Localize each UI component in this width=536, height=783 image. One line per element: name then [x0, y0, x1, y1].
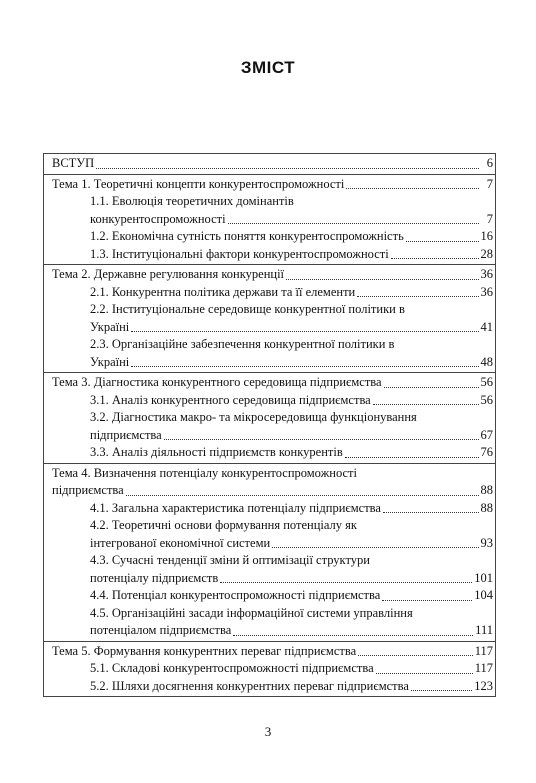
toc-entry-subsection[interactable]: [52, 444, 493, 462]
toc-entry-label: потенціалом підприємства: [90, 623, 232, 637]
toc-entry-label: Тема 3. Діагностика конкурентного середовища підприємства: [52, 375, 382, 389]
toc-entry-label: підприємства: [90, 427, 162, 442]
toc-entry-label: 1.2. Економічна сутність поняття конкурентоспроможність: [90, 229, 404, 243]
toc-entry-topic[interactable]: [52, 643, 493, 661]
toc-entry-subsection[interactable]: [52, 517, 493, 535]
toc-entry-page: 6: [486, 156, 493, 170]
toc-entry-page: 117: [474, 661, 493, 675]
page-number: 3: [264, 724, 272, 739]
toc-entry-subsection[interactable]: [52, 392, 493, 410]
toc-entry-subsection-continuation[interactable]: [52, 211, 493, 229]
toc-entry-label: 5.2. Шляхи досягнення конкурентних переваг підприємства: [90, 678, 409, 693]
dot-leader: [406, 241, 479, 242]
toc-entry-subsection-continuation[interactable]: [52, 570, 493, 588]
toc-entry-subsection-continuation[interactable]: [52, 319, 493, 337]
dot-leader: [220, 582, 472, 583]
toc-entry-label: Україні: [90, 354, 130, 369]
toc-entry-subsection[interactable]: [52, 193, 493, 211]
toc-entry-label: 2.3. Організаційне забезпечення конкурентної політики в: [90, 337, 395, 351]
toc-entry-subsection[interactable]: [52, 246, 493, 264]
toc-entry-subsection[interactable]: [52, 500, 493, 518]
toc-entry-subsection[interactable]: [52, 605, 493, 623]
toc-entry-topic[interactable]: [52, 374, 493, 392]
toc-entry-page: 88: [480, 483, 493, 497]
dot-leader: [376, 673, 473, 674]
dot-leader: [373, 404, 479, 405]
toc-entry-page: 28: [480, 246, 493, 261]
toc-entry-subsection-continuation[interactable]: [52, 535, 493, 553]
toc-entry-label: 1.3. Інституціональні фактори конкурентоспроможності: [90, 246, 389, 261]
toc-entry-subsection[interactable]: [52, 409, 493, 427]
dot-leader: [164, 439, 479, 440]
toc-intro-block: [44, 154, 495, 175]
dot-leader: [286, 279, 478, 280]
dot-leader: [345, 457, 479, 458]
table-of-contents: [43, 153, 496, 697]
toc-entry-topic[interactable]: [52, 465, 493, 483]
toc-entry-label: ВСТУП: [52, 156, 95, 170]
toc-entry-subsection[interactable]: [52, 228, 493, 246]
toc-entry-label: 5.1. Складові конкурентоспроможності підприємства: [90, 661, 374, 675]
dot-leader: [272, 547, 478, 548]
toc-topic-block: [44, 373, 495, 464]
dot-leader: [391, 258, 479, 259]
toc-entry-page: 56: [480, 392, 493, 407]
toc-entry-label: 3.2. Діагностика макро- та мікросередовища функціонування: [90, 410, 417, 424]
toc-entry-subsection[interactable]: [52, 552, 493, 570]
toc-entry-subsection[interactable]: [52, 284, 493, 302]
dot-leader: [411, 690, 472, 691]
page-title: ЗМІСТ: [240, 58, 296, 77]
dot-leader: [346, 188, 479, 189]
dot-leader: [383, 512, 479, 513]
dot-leader: [382, 600, 472, 601]
toc-entry-subsection-continuation[interactable]: [52, 354, 493, 372]
toc-entry-page: 7: [486, 176, 493, 191]
toc-entry-label: конкурентоспроможності: [90, 211, 226, 226]
toc-entry-label: 1.1. Еволюція теоретичних домінантів: [90, 194, 294, 208]
toc-entry-page: 117: [474, 643, 493, 658]
toc-entry-page: 76: [480, 445, 493, 459]
toc-entry-label: 4.5. Організаційні засади інформаційної системи управління: [90, 605, 413, 620]
toc-entry-subsection[interactable]: [52, 336, 493, 354]
toc-entry-page: 56: [480, 375, 493, 389]
toc-entry-label: Україні: [90, 319, 130, 334]
dot-leader: [358, 655, 473, 656]
toc-entry-page: 93: [480, 535, 493, 550]
toc-topic-block: [44, 265, 495, 373]
toc-entry-subsection-continuation[interactable]: [52, 622, 493, 640]
toc-topic-block: [44, 175, 495, 266]
toc-entry-label: підприємства: [52, 483, 124, 497]
toc-entry-label: 4.3. Сучасні тенденції зміни й оптимізації структури: [90, 553, 370, 567]
toc-entry-label: 2.1. Конкурентна політика держави та її елементи: [90, 284, 356, 299]
toc-entry-label: інтегрованої економічної системи: [90, 535, 271, 550]
toc-topic-block: [44, 464, 495, 642]
toc-entry-topic[interactable]: [52, 176, 493, 194]
toc-entry-page: 88: [480, 500, 493, 515]
toc-entry-subsection-continuation[interactable]: [52, 427, 493, 445]
toc-entry-topic-continuation[interactable]: [52, 482, 493, 500]
toc-entry-intro[interactable]: [52, 155, 493, 173]
dot-leader: [233, 635, 473, 636]
toc-entry-label: Тема 4. Визначення потенціалу конкурентоспроможності: [52, 465, 357, 480]
toc-entry-page: 36: [480, 267, 493, 281]
toc-entry-subsection[interactable]: [52, 301, 493, 319]
toc-entry-topic[interactable]: [52, 266, 493, 284]
toc-entry-page: 123: [474, 678, 493, 693]
toc-entry-label: 3.1. Аналіз конкурентного середовища підприємства: [90, 392, 371, 407]
toc-entry-subsection[interactable]: [52, 587, 493, 605]
dot-leader: [384, 387, 479, 388]
dot-leader: [126, 495, 479, 496]
toc-entry-page: 111: [475, 623, 493, 637]
toc-entry-subsection[interactable]: [52, 678, 493, 696]
toc-entry-page: 101: [474, 570, 493, 585]
toc-entry-page: 48: [480, 354, 493, 369]
toc-entry-label: 4.1. Загальна характеристика потенціалу підприємства: [90, 500, 381, 515]
toc-entry-label: Тема 1. Теоретичні концепти конкурентоспроможності: [52, 176, 345, 191]
toc-topic-block: [44, 642, 495, 698]
toc-entry-label: Тема 5. Формування конкурентних переваг підприємства: [52, 643, 357, 658]
dot-leader: [131, 366, 478, 367]
toc-entry-page: 41: [480, 319, 493, 334]
toc-entry-label: 4.4. Потенціал конкурентоспроможності підприємства: [90, 588, 381, 602]
toc-entry-subsection[interactable]: [52, 660, 493, 678]
dot-leader: [131, 331, 478, 332]
toc-entry-page: 16: [480, 229, 493, 243]
toc-entry-label: 2.2. Інституціональне середовище конкурентної політики в: [90, 302, 405, 316]
dot-leader: [357, 296, 478, 297]
dot-leader: [228, 223, 479, 224]
toc-entry-page: 104: [474, 588, 493, 602]
dot-leader: [96, 168, 479, 169]
toc-entry-page: 67: [480, 427, 493, 442]
toc-entry-page: 36: [480, 284, 493, 299]
toc-entry-page: 7: [486, 211, 493, 226]
toc-entry-label: Тема 2. Державне регулювання конкуренції: [52, 267, 285, 281]
toc-entry-label: 3.3. Аналіз діяльності підприємств конкурентів: [90, 445, 343, 459]
toc-entry-label: потенціалу підприємств: [90, 570, 219, 585]
toc-entry-label: 4.2. Теоретичні основи формування потенціалу як: [90, 518, 357, 532]
